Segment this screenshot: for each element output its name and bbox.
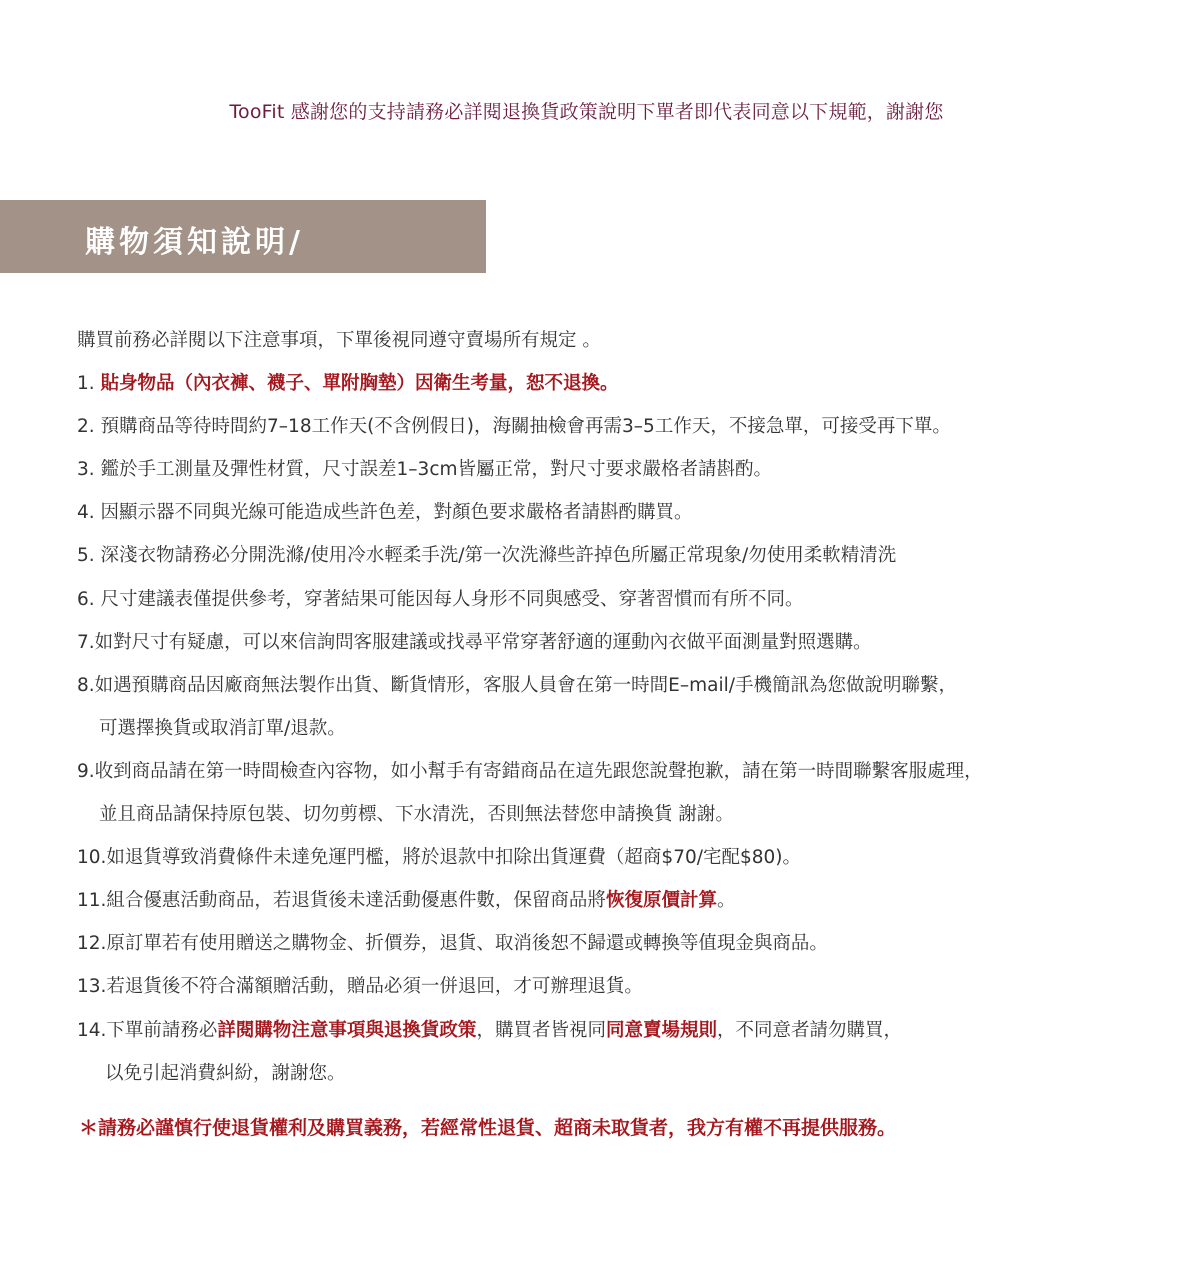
rule-5: 5. 深淺衣物請務必分開洗滌/使用冷水輕柔手洗/第一次洗滌些許掉色所屬正常現象/勿使用柔軟精清洗	[77, 545, 897, 567]
rule-14-middle: ，購買者皆視同	[476, 1019, 606, 1041]
rule-8: 8.如遇預購商品因廠商無法製作出貨、斷貨情形，客服人員會在第一時間E–mail/手機簡訊為您做說明聯繫，	[77, 674, 957, 696]
rule-4: 4. 因顯示器不同與光線可能造成些許色差，對顏色要求嚴格者請斟酌購買。	[77, 502, 693, 524]
rule-1-emphasis: 貼身物品（內衣褲、襪子、單附胸墊）因衛生考量，恕不退換。	[100, 373, 619, 395]
rule-1-number: 1.	[77, 373, 101, 395]
section-title: 購物須知說明/	[85, 225, 304, 260]
rule-14-emphasis-rules: 同意賣場規則	[605, 1019, 717, 1041]
intro-text: TooFit 感謝您的支持請務必詳閱退換貨政策說明下單者即代表同意以下規範，謝謝您	[229, 101, 944, 123]
rule-9: 9.收到商品請在第一時間檢查內容物，如小幫手有寄錯商品在這先跟您說聲抱歉，請在第一時間聯繫客服處理，	[77, 760, 983, 782]
rule-11-text: 11.組合優惠活動商品，若退貨後未達活動優惠件數，保留商品將	[77, 890, 606, 912]
rule-14-emphasis-policy: 詳閱購物注意事項與退換貨政策	[217, 1019, 477, 1041]
rule-8-continued: 可選擇換貨或取消訂單/退款。	[99, 717, 346, 739]
rule-12: 12.原訂單若有使用贈送之購物金、折價券，退貨、取消後恕不歸還或轉換等值現金與商品。	[77, 933, 828, 955]
rule-11	[77, 885, 1157, 928]
rules-preface: 購買前務必詳閱以下注意事項，下單後視同遵守賣場所有規定 。	[77, 330, 601, 351]
rule-3: 3. 鑑於手工測量及彈性材質，尺寸誤差1–3cm皆屬正常，對尺寸要求嚴格者請斟酌。	[77, 459, 773, 481]
rule-10: 10.如退貨導致消費條件未達免運門檻，將於退款中扣除出貨運費（超商$70/宅配$80)。	[77, 847, 801, 869]
rule-7: 7.如對尺寸有疑慮，可以來信詢問客服建議或找尋平常穿著舒適的運動內衣做平面測量對照選購。	[77, 631, 872, 653]
rule-13: 13.若退貨後不符合滿額贈活動，贈品必須一併退回，才可辦理退貨。	[77, 976, 643, 998]
rule-1	[77, 368, 1157, 411]
rule-14-text: 14.下單前請務必	[77, 1019, 218, 1041]
service-warning: ＊請務必謹慎行使退貨權利及購買義務，若經常性退貨、超商未取貨者，我方有權不再提供服務。	[79, 1117, 897, 1139]
rule-14-continued: 以免引起消費糾紛，謝謝您。	[105, 1062, 346, 1084]
rule-6: 6. 尺寸建議表僅提供參考，穿著結果可能因每人身形不同與感受、穿著習慣而有所不同。	[77, 588, 804, 610]
rules-list	[77, 325, 1157, 1101]
rule-9-continued: 並且商品請保持原包裝、切勿剪標、下水清洗，否則無法替您申請換貨 謝謝。	[99, 804, 734, 826]
section-banner	[0, 200, 486, 273]
rule-11-end: 。	[716, 890, 736, 912]
rule-11-emphasis: 恢復原價計算	[605, 890, 717, 912]
rule-14	[77, 1015, 1157, 1058]
rule-14-end: ，不同意者請勿購買，	[716, 1019, 902, 1041]
rule-2: 2. 預購商品等待時間約7–18工作天(不含例假日)，海關抽檢會再需3–5工作天，不接急單，可接受再下單。	[77, 416, 951, 438]
